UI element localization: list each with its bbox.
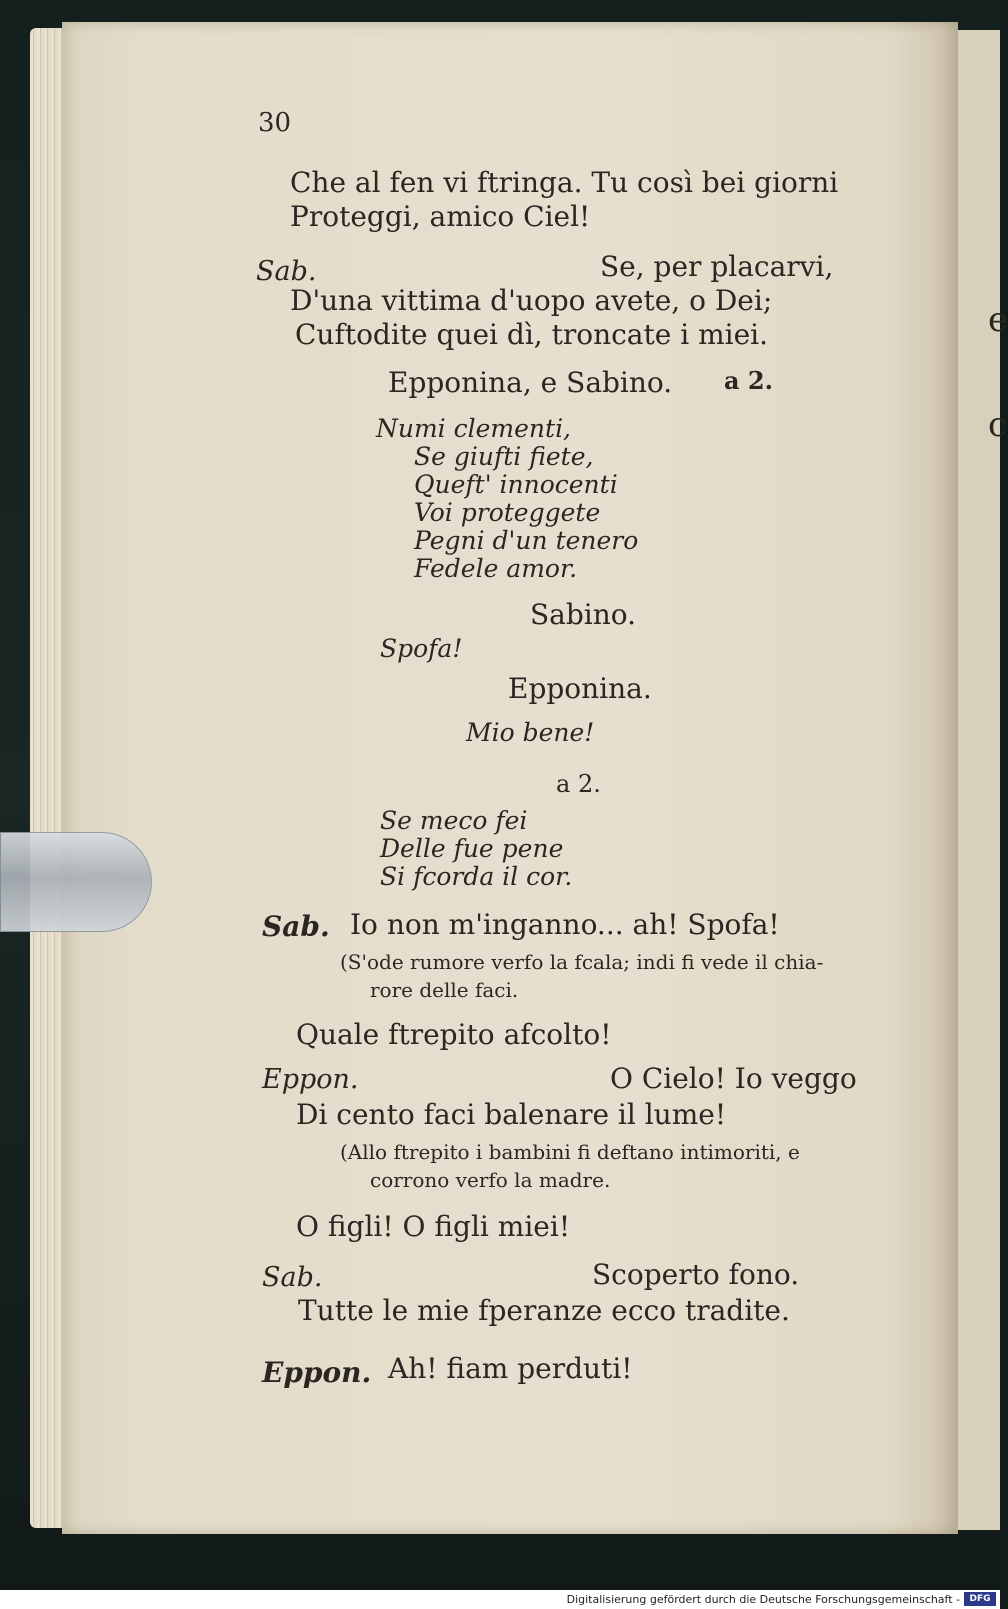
page-number: 30 (258, 108, 292, 138)
stage-direction: (S'ode rumore verfo la fcala; indi fi vede il chia- (340, 950, 824, 974)
verse-line: D'una vittima d'uopo avete, o Dei; (290, 284, 773, 317)
page-clip (0, 832, 152, 932)
verse-line: Delle fue pene (380, 834, 564, 863)
verse-line: Proteggi, amico Ciel! (290, 200, 591, 233)
digitization-footer (0, 1590, 1000, 1609)
facing-page-glyph: e (988, 300, 1008, 340)
verse-line: Voi proteggete (414, 498, 601, 527)
footer-credit: Digitalisierung gefördert durch die Deutsche Forschungsgemeinschaft - (566, 1593, 960, 1606)
verse-line: Ah! fiam perduti! (388, 1352, 633, 1385)
verse-line: Fedele amor. (414, 554, 578, 583)
speaker-label: Sab. (262, 1262, 323, 1293)
speaker-label: Sab. (256, 256, 317, 287)
verse-line: O figli! O figli miei! (296, 1210, 571, 1243)
facing-page-glyph: c (988, 405, 1008, 445)
duet-marker: a 2. (556, 770, 601, 798)
verse-line: Se meco fei (380, 806, 528, 835)
dfg-logo: DFG (964, 1592, 996, 1606)
verse-line: Se, per placarvi, (600, 250, 834, 283)
verse-line: Spofa! (380, 634, 463, 663)
verse-line: Quale ftrepito afcolto! (296, 1018, 612, 1051)
verse-line: Tutte le mie fperanze ecco tradite. (298, 1294, 790, 1327)
speaker-heading: Epponina. (508, 672, 652, 705)
section-heading: Epponina, e Sabino. (388, 366, 673, 399)
stage-direction: (Allo ftrepito i bambini fi deftano intimoriti, e (340, 1140, 800, 1164)
verse-line: Di cento faci balenare il lume! (296, 1098, 727, 1131)
speaker-label: Sab. (262, 910, 330, 943)
verse-line: Se giufti fiete, (414, 442, 594, 471)
verse-line: Queft' innocenti (414, 470, 618, 499)
verse-line: Si fcorda il cor. (380, 862, 573, 891)
speaker-label: Eppon. (262, 1064, 359, 1095)
stage-direction: corrono verfo la madre. (370, 1168, 611, 1192)
verse-line: Pegni d'un tenero (414, 526, 639, 555)
verse-line: O Cielo! Io veggo (610, 1062, 857, 1095)
verse-line: Scoperto fono. (592, 1258, 800, 1291)
verse-line: Mio bene! (466, 718, 595, 747)
verse-line: Numi clementi, (376, 414, 572, 443)
verse-line: Cuftodite quei dì, troncate i miei. (295, 318, 769, 351)
stage-direction: rore delle faci. (370, 978, 519, 1002)
facing-page-edge (958, 30, 1008, 1530)
speaker-label: Eppon. (262, 1356, 372, 1389)
verse-line: Che al fen vi ftringa. Tu così bei giorni (290, 166, 839, 199)
speaker-heading: Sabino. (530, 598, 637, 631)
duet-marker: a 2. (724, 366, 773, 395)
verse-line: Io non m'inganno... ah! Spofa! (350, 908, 780, 941)
